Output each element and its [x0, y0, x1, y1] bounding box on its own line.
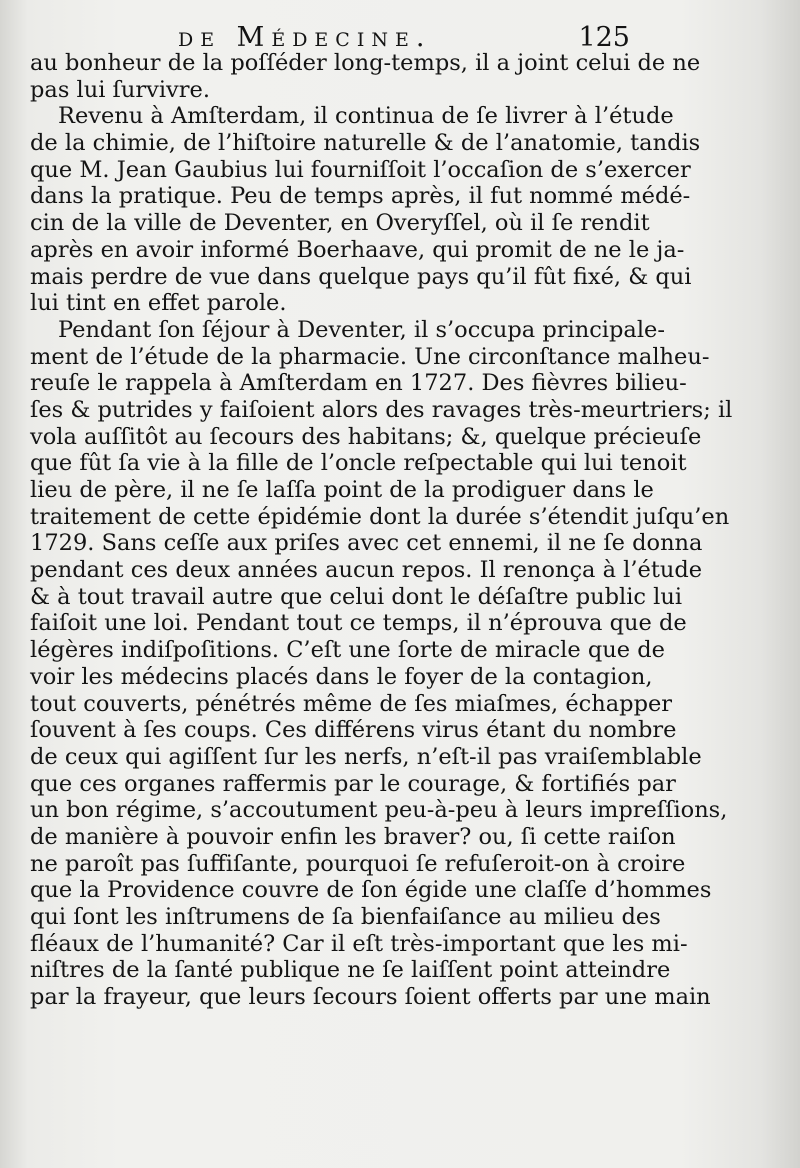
text-line: après en avoir informé Boerhaave, qui promit de ne le ja- — [30, 236, 685, 263]
text-line: qui ſont les inſtrumens de ſa bienfaiſance au milieu des — [30, 904, 661, 930]
text-line: faiſoit une loi. Pendant tout ce temps, il n’éprouva que de — [30, 610, 687, 637]
text-line: niſtres de la ſanté publique ne ſe laiſſent point atteindre — [30, 957, 671, 984]
text-line: par la frayeur, que leurs ſecours ſoient offerts par une main — [30, 984, 711, 1011]
text-line: que M. Jean Gaubius lui fourniſſoit l’occaſion de s’exercer — [30, 156, 691, 183]
text-line: traitement de cette épidémie dont la durée s’étendit juſqu’en — [30, 503, 730, 530]
text-line: ne paroît pas ſuffiſante, pourquoi ſe refuſeroit-on à croire — [30, 850, 686, 877]
text-line: au bonheur de la poſſéder long-temps, il a joint celui de ne — [30, 50, 701, 76]
text-line: ſouvent à ſes coups. Ces différens virus étant du nombre — [30, 717, 677, 744]
text-line: tout couverts, pénétrés même de ſes miaſmes, échapper — [30, 690, 673, 717]
text-line: reuſe le rappela à Amſterdam en 1727. Des fièvres bilieu- — [30, 370, 687, 397]
text-line: que ces organes raffermis par le courage, & fortifiés par — [30, 770, 676, 797]
text-line: lieu de père, il ne ſe laſſa point de la prodiguer dans le — [30, 477, 654, 503]
text-line: 1729. Sans ceſſe aux priſes avec cet ennemi, il ne ſe donna — [30, 530, 703, 557]
text-line: vola auſſitôt au ſecours des habitans; &, quelque précieuſe — [30, 423, 702, 450]
text-line: pas lui ſurvivre. — [30, 76, 210, 103]
text-line: de ceux qui agiſſent ſur les nerfs, n’eſt-il pas vraiſemblable — [30, 743, 702, 770]
text-line: lui tint en effet parole. — [30, 290, 287, 317]
text-line: Pendant ſon ſéjour à Deventer, il s’occupa principale- — [58, 316, 665, 343]
page-number: 125 — [578, 22, 630, 53]
body-text — [30, 50, 733, 1011]
text-line: de la chimie, de l’hiſtoire naturelle & de l’anatomie, tandis — [30, 130, 701, 157]
text-line: pendant ces deux années aucun repos. Il renonça à l’étude — [30, 557, 703, 584]
text-line: ment de l’étude de la pharmacie. Une circonſtance malheu- — [30, 343, 710, 370]
text-line: que fût ſa vie à la fille de l’oncle reſpectable qui lui tenoit — [30, 450, 687, 477]
text-line: fléaux de l’humanité? Car il eſt très-important que les mi- — [30, 930, 688, 957]
text-line: mais perdre de vue dans quelque pays qu’il fût fixé, & qui — [30, 263, 692, 290]
text-line: ſes & putrides y faiſoient alors des ravages très-meurtriers; il — [30, 396, 733, 423]
text-line: un bon régime, s’accoutument peu-à-peu à leurs impreſſions, — [30, 797, 728, 824]
text-line: que la Providence couvre de ſon égide une claſſe d’hommes — [30, 877, 712, 904]
text-line: cin de la ville de Deventer, en Overyſſel, où il ſe rendit — [30, 210, 650, 237]
running-title: de Médecine. — [178, 22, 432, 53]
text-line: de manière à pouvoir enfin les braver? ou, ſi cette raiſon — [30, 823, 676, 850]
text-line: légères indiſpoſitions. C’eſt une ſorte de miracle que de — [30, 637, 665, 664]
text-line: voir les médecins placés dans le foyer de la contagion, — [30, 663, 653, 690]
text-line: dans la pratique. Peu de temps après, il fut nommé médé- — [30, 183, 691, 210]
text-line: Revenu à Amſterdam, il continua de ſe livrer à l’étude — [58, 103, 674, 130]
text-line: & à tout travail autre que celui dont le déſaſtre public lui — [30, 583, 683, 610]
